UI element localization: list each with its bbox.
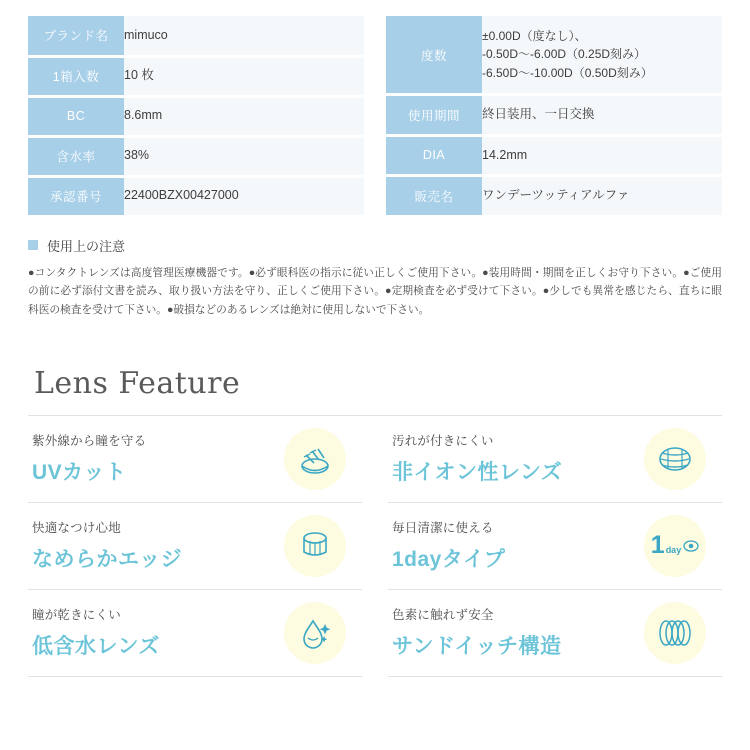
spec-tables: [0, 0, 750, 218]
table-row: [386, 176, 722, 216]
usage-notes-body: ●コンタクトレンズは高度管理医療機器です。●必ず眼科医の指示に従い正しくご使用下さい。●装用時間・期間を正しくお守り下さい。●ご使用の前に必ず添付文書を読み、取り扱い方法を守り、正しくご使用下さい。●定期検査を必ず受けて下さい。●少しでも異常を感じたら、直ちに眼科医の検査を受けて下さい。●破損などのあるレンズは絶対に使用しないで下さい。: [28, 266, 722, 316]
square-bullet-icon: [28, 240, 38, 250]
spec-label: 含水率: [28, 136, 124, 176]
spec-value-line: ワンデーツッティアルファ: [482, 188, 630, 203]
spec-value-line: 22400BZX00427000: [124, 188, 239, 203]
spec-value: [124, 136, 364, 176]
spec-value: [482, 135, 722, 175]
feature-text: [28, 518, 182, 573]
spec-value-line: -0.50D〜-6.00D（0.25D刻み）: [482, 47, 647, 62]
one-day-icon: [644, 515, 706, 577]
feature-title: なめらかエッジ: [32, 548, 183, 572]
feature-title: UVカット: [32, 461, 127, 485]
feature-item-smooth-edge: [28, 503, 362, 590]
feature-subtitle: 快適なつけ心地: [32, 521, 121, 536]
spec-value: [482, 95, 722, 135]
spec-value-line: 14.2mm: [482, 147, 528, 162]
spec-table-left: [28, 16, 364, 218]
spec-table-right: [386, 16, 722, 218]
feature-item-sandwich-structure: [388, 590, 722, 677]
usage-notes: [28, 236, 722, 320]
spec-label: DIA: [386, 135, 482, 175]
feature-item-low-water-lens: [28, 590, 362, 677]
low-water-drop-icon: [284, 602, 346, 664]
table-row: [28, 96, 364, 136]
one-day-unit: day: [665, 545, 682, 556]
spec-value-line: 8.6mm: [124, 108, 163, 123]
lens-feature-grid: [28, 416, 722, 677]
feature-text: [28, 605, 160, 660]
spec-value: [482, 176, 722, 216]
feature-subtitle: 瞳が乾きにくい: [32, 608, 121, 623]
feature-subtitle: 紫外線から瞳を守る: [32, 434, 147, 449]
sandwich-structure-icon: [644, 602, 706, 664]
table-row: [28, 176, 364, 216]
feature-item-one-day: [388, 503, 722, 590]
one-day-glyph: [651, 533, 699, 558]
one-day-number: 1: [650, 531, 665, 560]
spec-label: BC: [28, 96, 124, 136]
usage-notes-heading: [28, 236, 722, 255]
feature-text: [388, 518, 505, 573]
feature-title: サンドイッチ構造: [392, 635, 562, 659]
feature-subtitle: 毎日清潔に使える: [392, 521, 494, 536]
spec-value-line: mimuco: [124, 27, 168, 42]
spec-label: 1箱入数: [28, 56, 124, 96]
feature-text: [388, 605, 561, 660]
spec-value: [124, 16, 364, 56]
feature-text: [388, 431, 562, 486]
spec-value: [124, 96, 364, 136]
spec-value-line: ±0.00D（度なし）、: [482, 28, 587, 43]
lens-feature-title: Lens Feature: [34, 365, 241, 401]
table-row: [386, 135, 722, 175]
spec-label: ブランド名: [28, 16, 124, 56]
feature-title: 1dayタイプ: [392, 548, 506, 572]
spec-label: 承認番号: [28, 176, 124, 216]
table-row: [28, 56, 364, 96]
nonionic-lens-icon: [644, 428, 706, 490]
table-row: [386, 95, 722, 135]
usage-notes-heading-label: 使用上の注意: [47, 238, 126, 254]
feature-item-uv-cut: [28, 416, 362, 503]
spec-label: 使用期間: [386, 95, 482, 135]
smooth-edge-icon: [284, 515, 346, 577]
feature-subtitle: 汚れが付きにくい: [392, 434, 494, 449]
feature-subtitle: 色素に触れず安全: [392, 608, 494, 623]
spec-label: 販売名: [386, 176, 482, 216]
spec-value-line: -6.50D〜-10.00D（0.50D刻み）: [482, 65, 653, 80]
table-row: [28, 16, 364, 56]
spec-value-line: 10 枚: [124, 68, 154, 83]
spec-value: [124, 176, 364, 216]
spec-value-line: 終日装用、一日交換: [482, 107, 595, 122]
feature-text: [28, 431, 146, 486]
feature-item-nonionic-lens: [388, 416, 722, 503]
spec-value: [482, 16, 722, 95]
spec-label: 度数: [386, 16, 482, 95]
table-row: [386, 16, 722, 95]
feature-title: 低含水レンズ: [32, 635, 160, 659]
spec-value: [124, 56, 364, 96]
feature-title: 非イオン性レンズ: [392, 461, 563, 485]
spec-value-line: 38%: [124, 148, 150, 163]
uv-shield-icon: [284, 428, 346, 490]
table-row: [28, 136, 364, 176]
